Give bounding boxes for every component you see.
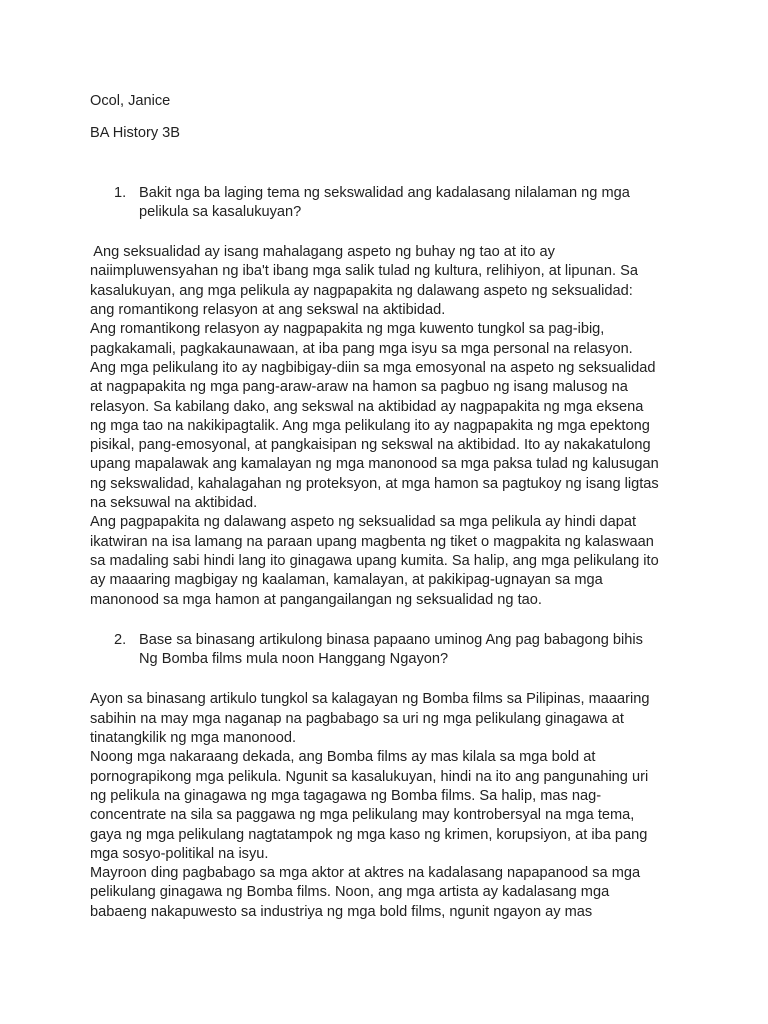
answer-paragraph: [90, 243, 690, 320]
answer-line: ng sekswalidad, kahalagahan ng proteksyon, at mga hamon sa pagtukoy ng isang ligtas: [90, 475, 659, 492]
document-body: [90, 92, 690, 922]
answer-line: pelikulang ginagawa ng Bomba films. Noon, ang mga artista ay kadalasang mga: [90, 884, 610, 901]
answer-line: Ang romantikong relasyon ay nagpapakita ng mga kuwento tungkol sa pag-ibig,: [90, 321, 605, 338]
answer-line: Ang mga pelikulang ito ay nagbibigay-diin sa mga emosyonal na aspeto ng seksualidad: [90, 359, 656, 376]
answer-line: Ayon sa binasang artikulo tungkol sa kalagayan ng Bomba films sa Pilipinas, maaaring: [90, 691, 650, 708]
answer-line: ikatwiran na isa lamang na paraan upang magbenta ng tiket o magpakita ng kalaswaan: [90, 533, 654, 550]
question-line: Ng Bomba films mula noon Hanggang Ngayon?: [139, 651, 449, 668]
answer-paragraph: [90, 748, 690, 864]
question-line: Bakit nga ba laging tema ng sekswalidad ang kadalasang nilalaman ng mga: [139, 184, 630, 201]
answer-paragraph: [90, 320, 690, 513]
question-1: [90, 184, 654, 223]
question-text: [139, 631, 643, 670]
answer-line: ng mga tao na nakikipagtalik. Ang mga pelikulang ito ay nagpapakita ng mga epektong: [90, 417, 650, 434]
author-name: Ocol, Janice: [90, 93, 171, 109]
answer-line: pornograpikong mga pelikula. Ngunit sa kasalukuyan, hindi na ito ang pangunahing uri: [90, 768, 649, 785]
question-text: [139, 184, 654, 223]
answer-1: [90, 243, 690, 610]
question-2: [90, 631, 643, 670]
class-label: BA History 3B: [90, 125, 181, 142]
answer-paragraph: [90, 513, 690, 609]
answer-line: at nagpapakita ng mga pang-araw-araw na hamon sa pagbuo ng isang malusog na: [90, 379, 628, 396]
answer-line: concentrate na sila sa paggawa ng mga pelikulang may kontrobersyal na mga tema,: [90, 807, 635, 824]
answer-line: Ang pagpapakita ng dalawang aspeto ng seksualidad sa mga pelikula ay hindi dapat: [90, 514, 637, 531]
answer-line: sa madaling sabi hindi lang ito ginagawa upang kumita. Sa halip, ang mga pelikulang ito: [90, 552, 659, 569]
question-number: 2.: [114, 631, 127, 648]
answer-line: ay maaaring magbigay ng kaalaman, kamalayan, at pakikipag-ugnayan sa mga: [90, 572, 603, 589]
answer-2: [90, 690, 690, 922]
answer-line: upang mapalawak ang kamalayan ng mga manonood sa mga paksa tulad ng kalusugan: [90, 456, 659, 473]
answer-line: pagkakamali, pagkakaunawaan, at iba pang mga isyu sa mga personal na relasyon.: [90, 340, 633, 357]
answer-line: naiimpluwensyahan ng iba't ibang mga salik tulad ng kultura, relihiyon, at lipunan. Sa: [90, 263, 638, 280]
answer-line: tinatangkilik ng mga manonood.: [90, 730, 297, 747]
answer-line: babaeng nakapuwesto sa industriya ng mga bold films, ngunit ngayon ay mas: [90, 903, 593, 920]
answer-line: mga sosyo-politikal na isyu.: [90, 845, 269, 862]
answer-line: na seksuwal na aktibidad.: [90, 495, 258, 512]
answer-paragraph: [90, 690, 690, 748]
answer-line: pisikal, pang-emosyonal, at pangkaisipan ng sekswal na aktibidad. Ito ay nakakatulong: [90, 437, 651, 454]
answer-line: Mayroon ding pagbabago sa mga aktor at aktres na kadalasang napapanood sa mga: [90, 865, 641, 882]
question-line: pelikula sa kasalukuyan?: [139, 203, 302, 220]
answer-line: relasyon. Sa kabilang dako, ang sekswal na aktibidad ay nagpapakita ng mga eksena: [90, 398, 644, 415]
question-number: 1.: [114, 184, 127, 201]
question-line: Base sa binasang artikulong binasa papaano uminog Ang pag babagong bihis: [139, 631, 643, 648]
answer-line: ng pelikula na ginagawa ng mga tagagawa ng Bomba films. Sa halip, mas nag-: [90, 787, 602, 804]
answer-line: Ang seksualidad ay isang mahalagang aspeto ng buhay ng tao at ito ay: [90, 244, 555, 261]
answer-line: gaya ng mga pelikulang nagtatampok ng mga kaso ng krimen, korupsiyon, at iba pang: [90, 826, 648, 843]
answer-paragraph: [90, 864, 690, 922]
answer-line: Noong mga nakaraang dekada, ang Bomba films ay mas kilala sa mga bold at: [90, 749, 596, 766]
answer-line: manonood sa mga hamon at pangangailangan ng seksualidad ng tao.: [90, 591, 542, 608]
answer-line: ang romantikong relasyon at ang sekswal na aktibidad.: [90, 302, 446, 319]
answer-line: kasalukuyan, ang mga pelikula ay nagpapakita ng dalawang aspeto ng seksualidad:: [90, 282, 633, 299]
answer-line: sabihin na may mga naganap na pagbabago sa uri ng mga pelikulang ginagawa at: [90, 710, 624, 727]
